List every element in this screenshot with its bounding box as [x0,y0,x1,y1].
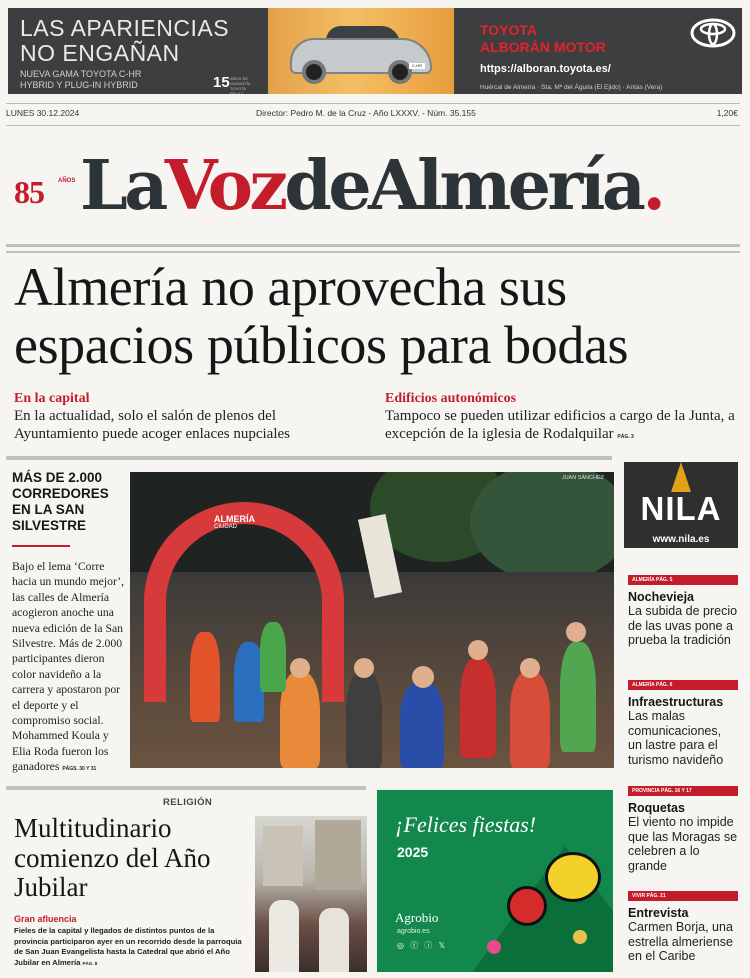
ad-slogan-line1: LAS APARIENCIAS [20,15,230,41]
procession-photo[interactable] [255,816,367,972]
priest-figure [269,900,299,972]
agro-site[interactable]: agrobio.es [397,928,430,935]
run-kicker[interactable]: MÁS DE 2.000 CORREDORES EN LA SAN SILVESTRE [12,470,109,533]
ad-brand-line2: ALBORÁN MOTOR [480,39,606,55]
car-plate-text: C-HR [412,63,422,68]
title-dot: . [642,146,663,226]
brief-item[interactable] [628,779,738,873]
arch-label [214,514,255,530]
divider [6,456,612,460]
brief-tag: VIVIR PÁG. 21 [628,891,738,901]
lead-sub-right[interactable] [385,390,741,446]
car-image [268,8,454,94]
run-body: Bajo el lema ‘Corre hacia un mundo mejor’, las calles de Almería acogieron anoche una nueva edición de la San Silvestre. Más de 2.000 participantes dieron color navideño a la carrera y apostaron por el deporte y el compromiso social. Mohammed Koula y Elia Roda fueron los ganadores [12,560,125,774]
lead-headline[interactable]: Almería no aprovecha sus espacios públicos para bodas [14,257,629,375]
runner-head [290,658,310,678]
lead-sub-right-kicker: Edificios autonómicos [385,391,517,406]
divider [6,786,366,790]
runner [280,672,320,768]
arch-label-line2: CIUDAD [214,524,238,530]
brief-title: Roquetas [628,801,685,815]
ladybug-icon [507,886,547,926]
anniversary-number: 85 [14,174,44,210]
brief-body: La subida de precio de las uvas pone a prueba la tradición [628,604,738,647]
religion-kicker: Gran afluencia [14,914,77,924]
accent-line [12,545,70,547]
runner-head [468,640,488,660]
tree-decor [470,472,614,582]
religion-headline[interactable]: Multitudinario comienzo del Año Jubilar [14,813,211,902]
issue-director: Director: Pedro M. de la Cruz - Año LXXXV. - Núm. 35.155 [256,108,476,118]
divider [6,251,740,253]
building-decor [315,820,361,890]
brief-title: Nochevieja [628,590,695,604]
runner-head [354,658,374,678]
brief-body: Carmen Borja, una estrella almeriense en el Caribe [628,920,733,963]
car-wheel-icon [302,60,326,84]
warranty-badge-text: AÑOS DE GARANTÍA TOYOTA RELAX [230,76,251,94]
nila-url[interactable]: www.nila.es [652,534,710,545]
section-label: RELIGIÓN [163,797,213,808]
photo-credit: JUAN SÁNCHEZ [561,475,604,481]
arch-label-line1: ALMERÍA [214,514,255,524]
ad-brand-line1: TOYOTA [480,22,538,38]
warranty-badge: 15 [213,74,230,91]
ornament-icon [487,940,501,954]
newspaper-title [80,146,662,226]
issue-price: 1,20€ [716,108,738,118]
title-la: La [80,146,165,226]
issue-date: LUNES 30.12.2024 [6,108,80,118]
brief-item[interactable] [628,884,738,964]
agrobio-advertisement[interactable] [377,790,613,972]
lead-sub-left-kicker: En la capital [14,391,90,406]
agro-brand: Agrobio [395,910,439,925]
runner [460,658,496,758]
brief-title: Infraestructuras [628,695,724,709]
runner [346,672,382,768]
car-plate [409,63,425,69]
ad-gama-line1: NUEVA GAMA TOYOTA C-HR [20,69,142,79]
ad-url[interactable]: https://alboran.toyota.es/ [480,63,611,75]
ad-address: Huércal de Almería · Sta. Mª del Águila (El Ejido) · Antas (Vera) [480,84,663,91]
top-advertisement[interactable] [8,8,742,94]
nila-advertisement[interactable] [624,462,738,548]
social-icons[interactable]: ◎ ⓕ ⓘ 𝕏 [397,941,448,950]
lead-sub-left[interactable] [14,390,354,443]
issue-meta [6,106,738,120]
masthead[interactable] [14,146,738,230]
lead-sub-left-text: En la actualidad, solo el salón de plenos del Ayuntamiento puede acoger enlaces nupciales [14,408,291,442]
title-voz: Voz [164,146,285,226]
ornament-icon [573,930,587,944]
runner [190,632,220,722]
divider [6,244,740,247]
ad-brand [480,22,606,56]
brief-title: Entrevista [628,906,689,920]
run-text [12,559,126,778]
religion-text [14,926,250,969]
divider [6,125,740,126]
lead-sub-right-body: Tampoco se pueden utilizar edificios a cargo de la Junta, a excepción de la iglesia de Rodalquilar [385,408,735,442]
title-rest: deAlmería [284,146,643,226]
priest-figure [319,908,349,972]
page-ref: PÁGS. 30 Y 31 [62,766,97,773]
brief-body: El viento no impide que las Moragas se celebren a lo grande [628,815,738,873]
page-ref: PÁG. 8 [82,960,98,966]
runner [400,682,444,768]
ad-gama-line2: HYBRID Y PLUG-IN HYBRID [20,80,138,90]
building-decor [263,826,303,886]
runner-head [520,658,540,678]
runner [510,672,550,768]
brief-item[interactable] [628,568,738,648]
anniversary-label: AÑOS [58,178,76,184]
agro-greeting: ¡Felices fiestas! [395,812,537,837]
brief-tag: ALMERÍA PÁG. 6 [628,680,738,690]
runner [260,622,286,692]
page-ref: PÁG. 3 [617,434,634,440]
runner [560,642,596,752]
runner-head [566,622,586,642]
runner-head [412,666,434,688]
race-photo[interactable] [130,472,614,768]
ad-slogan-line2: NO ENGAÑAN [20,40,180,66]
toyota-logo-icon [690,18,736,48]
ad-slogan [20,16,229,66]
nila-logo: NILA [640,490,722,527]
brief-tag: ALMERÍA PÁG. 5 [628,575,738,585]
bee-icon [545,852,601,902]
divider [6,103,740,104]
lead-sub-right-text [385,407,741,446]
ad-gama [20,69,141,91]
brief-item[interactable] [628,673,738,767]
road-icon [671,462,691,492]
brief-tag: PROVINCIA PÁG. 16 Y 17 [628,786,738,796]
religion-body: Fieles de la capital y llegados de distintos puntos de la provincia participaron ayer en un recorrido desde la parroquia de San Juan Evangelista hasta la Catedral que abrió el Año Jubilar en Almería [14,926,242,967]
brief-body: Las malas comunicaciones, un lastre para el turismo navideño [628,709,724,767]
agro-year: 2025 [397,844,429,860]
